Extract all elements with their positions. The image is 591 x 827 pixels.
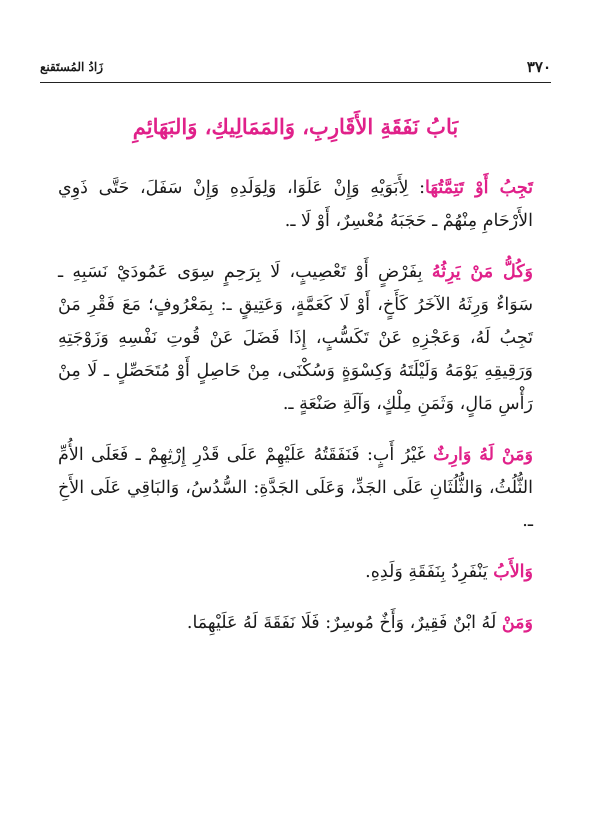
paragraph-3 [58,439,533,538]
paragraph-text: يَنْفَرِدُ بِنَفَقَةِ وَلَدِهِ. [365,562,494,582]
book-title: زَادُ المُستَقنع [40,60,103,74]
paragraph-5 [58,607,533,640]
paragraph-lead: وَمَنْ [501,613,533,633]
page-number: ٣٧٠ [526,58,551,76]
paragraph-text: : لِأَبَوَيْهِ وَإِنْ عَلَوَا، وَلِوَلَدِهِ وَإِنْ سَفَلَ، حَتَّى ذَوِي الأَرْحَامِ مِنْهُمْ ـ حَجَبَهُ مُعْسِرٌ، أَوْ لَا ـ. [58,178,533,231]
paragraph-text: بِفَرْضٍ أَوْ تَعْصِيبٍ، لَا بِرَحِمٍ سِوَى عَمُودَيْ نَسَبِهِ ـ سَوَاءٌ وَرِثَهُ الآخَرُ كَأَخٍ، أَوْ لَا كَعَمَّةٍ، وَعَتِيقٍ ـ: بِمَعْرُوفٍ؛ مَعَ فَقْرِ مَنْ تَجِبُ لَهُ، وَعَجْزِهِ عَنْ تَكَسُّبٍ، إِذَا فَضَلَ عَنْ قُوتِ نَفْسِهِ وَزَوْجَتِهِ وَرَقِيقِهِ يَوْمَهُ وَلَيْلَتَهُ وَكِسْوَةٍ وَسُكْنَى، مِنْ حَاصِلٍ أَوْ مُتَحَصِّلٍ ـ لَا مِنْ رَأْسِ مَالٍ، وَثَمَنِ مِلْكٍ، وَآلَةِ صَنْعَةٍ ـ. [58,262,533,414]
page-header [40,58,551,82]
paragraph-lead: تَجِبُ أَوْ تَتِمَّتُهَا [425,178,533,198]
chapter-body [58,172,533,640]
header-divider [40,82,551,83]
paragraph-2 [58,256,533,421]
paragraph-text: غَيْرُ أَبٍ: فَنَفَقَتُهُ عَلَيْهِمْ عَلَى قَدْرِ إِرْثِهِمْ ـ فَعَلَى الأُمِّ الثُّلُثُ، وَالثُّلُثَانِ عَلَى الجَدِّ، وَعَلَى الجَدَّةِ: السُّدُسُ، وَالبَاقِي عَلَى الأَخِ ـ. [58,445,533,531]
paragraph-lead: وَالأَبُ [493,562,533,582]
paragraph-lead: وَمَنْ لَهُ وَارِثٌ [433,445,533,465]
chapter-title: بَابُ نَفَقَةِ الأَقَارِبِ، وَالمَمَالِيكِ، وَالبَهَائِمِ [132,114,459,139]
paragraph-1 [58,172,533,238]
paragraph-lead: وَكُلُّ مَنْ يَرِثُهُ [431,262,533,282]
paragraph-4 [58,556,533,589]
paragraph-text: لَهُ ابْنٌ فَقِيرٌ، وَأَخٌ مُوسِرٌ: فَلَا نَفَقَةَ لَهُ عَلَيْهِمَا. [186,613,502,633]
